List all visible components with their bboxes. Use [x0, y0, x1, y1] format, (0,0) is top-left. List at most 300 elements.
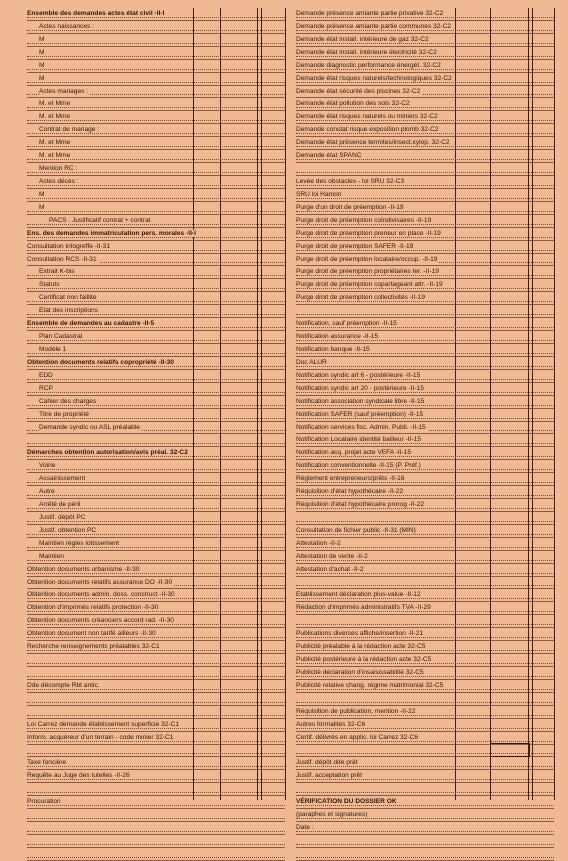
dotted-leader — [296, 508, 554, 509]
left-checklist-row — [27, 331, 285, 344]
row-label: Obtention documents urbanisme -II-30 — [27, 565, 140, 573]
row-label: Modèle 1 — [39, 345, 67, 353]
dotted-leader — [296, 107, 554, 108]
right-checklist-row — [296, 189, 554, 202]
row-label: Obtention documents admin. doss. construct -II-30 — [27, 591, 175, 599]
row-label: M — [39, 190, 45, 198]
dotted-leader — [296, 521, 554, 522]
left-checklist-row — [27, 447, 285, 460]
row-label — [296, 307, 298, 314]
row-label: M — [39, 48, 45, 56]
row-label: Demande état pollution des sols 32-C2 — [296, 100, 410, 108]
left-checklist-row — [27, 512, 285, 525]
row-label: Arrêté de péril — [39, 501, 81, 509]
row-label — [27, 747, 29, 754]
left-checklist-row — [27, 848, 285, 861]
left-checklist-row — [27, 370, 285, 383]
dotted-leader — [27, 766, 285, 767]
row-label: PACS : Justificatif contrat + contrat — [49, 216, 151, 224]
right-checklist-row — [296, 706, 554, 719]
dotted-leader — [296, 146, 554, 147]
left-column — [27, 8, 285, 806]
dotted-leader — [27, 456, 285, 457]
right-checklist-row — [296, 525, 554, 538]
dotted-leader — [27, 159, 285, 160]
row-label: Attestation d'achat -II-2 — [296, 565, 364, 573]
right-checklist-row — [296, 266, 554, 279]
row-label: Demande état sécurité des piscines 32-C2 — [296, 87, 421, 95]
row-label: Etat des inscriptions — [39, 307, 99, 315]
dotted-leader — [27, 17, 285, 18]
right-checklist-row — [296, 447, 554, 460]
right-checklist-row — [296, 383, 554, 396]
left-column-divider-5 — [285, 8, 286, 800]
dotted-leader — [296, 598, 554, 599]
right-checklist-row — [296, 344, 554, 357]
row-label: Notification, sauf préemption -II-15 — [296, 320, 397, 328]
dotted-leader — [27, 288, 285, 289]
row-label — [27, 785, 29, 792]
left-checklist-row — [27, 719, 285, 732]
row-label: Actes mariages : — [39, 87, 89, 95]
right-checklist-row — [296, 47, 554, 60]
dotted-leader — [296, 844, 554, 845]
dotted-leader — [296, 301, 554, 302]
row-label — [296, 850, 298, 857]
right-checklist-row — [296, 577, 554, 590]
dotted-leader — [296, 857, 554, 858]
left-checklist-row — [27, 409, 285, 422]
left-checklist-row — [27, 473, 285, 486]
dotted-leader — [296, 495, 554, 496]
row-label: Purge droit de préemption collectivités -II-19 — [296, 294, 426, 302]
dotted-leader — [296, 172, 554, 173]
left-checklist-row — [27, 809, 285, 822]
row-label: M — [39, 35, 45, 43]
row-label: (paraphes et signatures) — [296, 811, 368, 819]
dotted-leader — [27, 198, 285, 199]
left-checklist-row — [27, 783, 285, 796]
left-checklist-row — [27, 383, 285, 396]
left-checklist-row — [27, 693, 285, 706]
dotted-leader — [296, 17, 554, 18]
right-checklist-row — [296, 60, 554, 73]
dotted-leader — [27, 715, 285, 716]
row-label: Demande état install. intérieure électricité 32-C2 — [296, 48, 437, 56]
right-checklist-row — [296, 292, 554, 305]
right-checklist-row — [296, 809, 554, 822]
row-label: M — [39, 74, 45, 82]
left-checklist-row — [27, 706, 285, 719]
row-label: Dde décompte Rbt antic. — [27, 681, 100, 689]
left-checklist — [27, 8, 285, 861]
row-label: SRU loi Hamon — [296, 190, 342, 198]
dotted-leader — [27, 508, 285, 509]
left-checklist-row — [27, 396, 285, 409]
row-label: Etablissement déclaration plus-value -II-12 — [296, 591, 421, 599]
row-label: Attestation de vente -II-2 — [296, 552, 368, 560]
right-checklist-row — [296, 499, 554, 512]
right-checklist-row — [296, 848, 554, 861]
left-checklist-row — [27, 538, 285, 551]
right-checklist-row — [296, 564, 554, 577]
right-checklist-row — [296, 202, 554, 215]
dotted-leader — [296, 340, 554, 341]
row-label: Purge droit de préemption locataire/occup. -II-19 — [296, 255, 438, 263]
dotted-leader — [296, 753, 554, 754]
left-checklist-row — [27, 189, 285, 202]
dotted-leader — [27, 340, 285, 341]
right-checklist-row — [296, 73, 554, 86]
row-label — [296, 165, 298, 172]
dotted-leader — [296, 663, 554, 664]
dotted-leader — [296, 779, 554, 780]
row-label: Demande diagnostic performance énergét. 32-C2 — [296, 61, 441, 69]
dotted-leader — [296, 353, 554, 354]
row-label: Plan Cadastral — [39, 333, 83, 341]
right-checklist-row — [296, 357, 554, 370]
dotted-leader — [27, 56, 285, 57]
row-label — [27, 837, 29, 844]
row-label: Demande présence amiante partie privative 32-C2 — [296, 10, 444, 17]
right-checklist-row — [296, 98, 554, 111]
left-checklist-row — [27, 60, 285, 73]
dotted-leader — [296, 818, 554, 819]
left-checklist-row — [27, 615, 285, 628]
row-label: Contrat de mariage : — [39, 126, 100, 134]
right-checklist-row — [296, 228, 554, 241]
left-checklist-row — [27, 98, 285, 111]
row-label: M. et Mme — [39, 139, 71, 147]
left-checklist-row — [27, 460, 285, 473]
row-label: Purge droit de préemption coïndivisaires -II-19 — [296, 216, 432, 224]
row-label: Demande constat risque exposition plomb 32-C2 — [296, 126, 439, 134]
row-label: Notification services fisc. Admin. Publi. -II-15 — [296, 423, 426, 431]
left-checklist-row — [27, 551, 285, 564]
row-label: Requête au Juge des tutelles -II-26 — [27, 772, 130, 780]
row-label: Certificat non faillite — [39, 294, 97, 302]
row-label: Réquisition d'état hypothécaire -II-22 — [296, 488, 404, 496]
right-checklist-row — [296, 628, 554, 641]
dotted-leader — [27, 379, 285, 380]
row-label: Démarches obtention autorisation/avis préal. 32-C2 — [27, 449, 188, 457]
dotted-leader — [27, 133, 285, 134]
left-checklist-row — [27, 732, 285, 745]
left-checklist-row — [27, 73, 285, 86]
right-checklist-row — [296, 34, 554, 47]
row-label: M. et Mme — [39, 100, 71, 108]
right-checklist-row — [296, 86, 554, 99]
left-checklist-row — [27, 667, 285, 680]
left-checklist-row — [27, 254, 285, 267]
right-checklist-row — [296, 370, 554, 383]
row-label: Actes naissances : — [39, 22, 94, 30]
dotted-leader — [296, 120, 554, 121]
row-label: Assainissement — [39, 475, 86, 483]
right-checklist-row — [296, 318, 554, 331]
row-label: Statuts — [39, 281, 60, 289]
dotted-leader — [296, 288, 554, 289]
dotted-leader — [296, 585, 554, 586]
right-checklist-row — [296, 589, 554, 602]
row-label — [296, 837, 298, 844]
left-checklist-row — [27, 602, 285, 615]
row-label: Purge droit de préemption propriétaires ter. -II-19 — [296, 268, 439, 276]
dotted-leader — [27, 82, 285, 83]
row-label: Maintien — [39, 552, 64, 560]
dotted-leader — [296, 637, 554, 638]
right-checklist-row — [296, 835, 554, 848]
right-checklist-row — [296, 551, 554, 564]
row-label: Obtention documents créanciers accord rad. -II-30 — [27, 617, 174, 625]
right-checklist-row — [296, 680, 554, 693]
right-checklist-row — [296, 693, 554, 706]
dotted-leader — [27, 392, 285, 393]
row-label: M — [39, 61, 45, 69]
right-checklist-row — [296, 473, 554, 486]
row-label: Rédaction d'imprimés administratifs TVA -II-29 — [296, 604, 431, 612]
row-label: Demande présence amiante partie communes 32-C2 — [296, 22, 452, 30]
right-checklist-row — [296, 305, 554, 318]
dotted-leader — [27, 637, 285, 638]
right-checklist-row — [296, 111, 554, 124]
row-label — [296, 747, 298, 754]
row-label: Consultation de fichier public -II-31 (MIN) — [296, 526, 416, 534]
row-label: Règlement entrepreneurs/prêts -II-16 — [296, 475, 405, 483]
dotted-leader — [296, 443, 554, 444]
row-label: Recherche renseignements préalables 32-C1 — [27, 643, 160, 651]
dotted-leader — [27, 818, 285, 819]
right-checklist-row — [296, 486, 554, 499]
row-label: Réquisition de publication, mention -II-22 — [296, 707, 416, 715]
left-checklist-row — [27, 486, 285, 499]
dotted-leader — [27, 844, 285, 845]
row-label: VÉRIFICATION DU DOSSIER OK — [296, 798, 397, 806]
dotted-leader — [296, 689, 554, 690]
row-label: M — [39, 203, 45, 211]
row-label — [27, 436, 29, 443]
row-label: Demande syndic ou ASL préalable — [39, 423, 140, 431]
dotted-leader — [296, 676, 554, 677]
dotted-leader — [27, 805, 285, 806]
row-label: Certif. délivrés en applic. loi Carrez 32-C6 — [296, 733, 419, 741]
row-label: Date : — [296, 824, 314, 832]
dotted-leader — [296, 275, 554, 276]
dotted-leader — [296, 831, 554, 832]
dotted-leader — [296, 185, 554, 186]
row-label — [27, 824, 29, 831]
dotted-leader — [27, 598, 285, 599]
dotted-leader — [27, 663, 285, 664]
right-checklist-row — [296, 422, 554, 435]
left-checklist-row — [27, 641, 285, 654]
right-checklist-row — [296, 409, 554, 422]
row-label: Notification acq. projet acte VEFA -II-15 — [296, 449, 412, 457]
row-label — [27, 669, 29, 676]
row-label: Voirie — [39, 462, 56, 470]
dotted-leader — [27, 482, 285, 483]
left-checklist-row — [27, 835, 285, 848]
dotted-leader — [296, 482, 554, 483]
verification-box[interactable] — [490, 743, 530, 757]
dotted-leader — [27, 676, 285, 677]
left-checklist-row — [27, 499, 285, 512]
dotted-leader — [296, 366, 554, 367]
dotted-leader — [296, 766, 554, 767]
dotted-leader — [27, 857, 285, 858]
row-label: Purge droit de préemption copartageant attr. -II-19 — [296, 281, 443, 289]
row-label: Notification banque -II-15 — [296, 345, 370, 353]
right-checklist-row — [296, 8, 554, 21]
right-checklist-row — [296, 654, 554, 667]
row-label — [296, 617, 298, 624]
row-label: Publicité préalable à la rédaction acte 32-C5 — [296, 643, 426, 651]
left-checklist-row — [27, 357, 285, 370]
left-checklist-row — [27, 150, 285, 163]
row-label — [27, 656, 29, 663]
right-checklist-row — [296, 254, 554, 267]
right-checklist-row — [296, 163, 554, 176]
row-label: Purge droit de préemption SAFER -II-19 — [296, 242, 414, 250]
dotted-leader — [296, 702, 554, 703]
left-checklist-row — [27, 47, 285, 60]
left-checklist-row — [27, 202, 285, 215]
right-checklist-row — [296, 783, 554, 796]
right-checklist-row — [296, 538, 554, 551]
dotted-leader — [27, 650, 285, 651]
dotted-leader — [27, 301, 285, 302]
row-label: Demande état risques naturels/technologiques 32-C2 — [296, 74, 452, 82]
row-label — [27, 708, 29, 715]
right-checklist-row — [296, 241, 554, 254]
row-label: Consultation RCS -II-31 — [27, 255, 97, 263]
right-checklist-row — [296, 757, 554, 770]
right-checklist-row — [296, 331, 554, 344]
left-checklist-row — [27, 279, 285, 292]
left-checklist-row — [27, 564, 285, 577]
row-label: Maintien règles lotissement — [39, 539, 119, 547]
right-column-divider-5 — [554, 8, 555, 800]
row-label — [27, 695, 29, 702]
left-checklist-row — [27, 176, 285, 189]
dotted-leader — [27, 43, 285, 44]
right-checklist-row — [296, 460, 554, 473]
row-label: Notification syndic art 6 - postérieure -II-15 — [296, 371, 421, 379]
row-label: Ens. des demandes immatriculation pers. morales -II-I — [27, 229, 196, 237]
right-checklist-row — [296, 796, 554, 809]
left-checklist-row — [27, 305, 285, 318]
dotted-leader — [27, 69, 285, 70]
dotted-leader — [27, 611, 285, 612]
right-checklist-row — [296, 396, 554, 409]
left-checklist-row — [27, 8, 285, 21]
left-checklist-row — [27, 21, 285, 34]
row-label — [296, 579, 298, 586]
row-label: M. et Mme — [39, 113, 71, 121]
row-label — [296, 695, 298, 702]
dotted-leader — [27, 689, 285, 690]
left-checklist-row — [27, 577, 285, 590]
row-label: Notification association syndicale libre -II-15 — [296, 397, 425, 405]
left-checklist-row — [27, 215, 285, 228]
row-label: Purge d'un droit de préemption -II-19 — [296, 203, 404, 211]
row-label: Demande état SPANC — [296, 152, 362, 160]
dotted-leader — [27, 753, 285, 754]
right-checklist-row — [296, 21, 554, 34]
left-checklist-row — [27, 344, 285, 357]
row-label: RCP — [39, 384, 53, 392]
dotted-leader — [296, 792, 554, 793]
left-checklist-row — [27, 228, 285, 241]
right-checklist-row — [296, 641, 554, 654]
row-label: Demande état install. intérieure de gaz 32-C2 — [296, 35, 429, 43]
row-label: Purge droit de préemption preneur en place -II-19 — [296, 229, 441, 237]
right-checklist-row — [296, 822, 554, 835]
left-checklist-row — [27, 745, 285, 758]
left-checklist-row — [27, 163, 285, 176]
dotted-leader — [27, 211, 285, 212]
row-label: Ensemble de demandes au cadastre -II-5 — [27, 320, 155, 328]
row-label — [27, 811, 29, 818]
dotted-leader — [296, 624, 554, 625]
left-checklist-row — [27, 86, 285, 99]
row-label — [296, 514, 298, 521]
dotted-leader — [296, 133, 554, 134]
row-label: Doc ALUR — [296, 358, 327, 366]
row-label: Inform. acquéreur d'un terrain - code minier 32-C1 — [27, 733, 174, 741]
right-checklist-row — [296, 124, 554, 137]
left-checklist-row — [27, 589, 285, 602]
dotted-leader — [27, 831, 285, 832]
left-checklist-row — [27, 124, 285, 137]
row-label: Attestation -II-2 — [296, 539, 341, 547]
dotted-leader — [27, 120, 285, 121]
right-checklist-row — [296, 770, 554, 783]
row-label: Justif. acceptation prêt — [296, 772, 362, 780]
row-label: Mention RC : — [39, 165, 78, 173]
dotted-leader — [296, 159, 554, 160]
right-checklist-row — [296, 137, 554, 150]
dotted-leader — [27, 702, 285, 703]
right-checklist-row — [296, 615, 554, 628]
row-label: Publicité déclaration d'insaisissabilité 32-C5 — [296, 669, 424, 677]
left-checklist-row — [27, 266, 285, 279]
dotted-leader — [296, 469, 554, 470]
dotted-leader — [27, 495, 285, 496]
dotted-leader — [27, 779, 285, 780]
row-label: Publicité relative chang. régime matrimonial 32-C5 — [296, 681, 444, 689]
row-label: Justif. dépôt dde prêt — [296, 759, 358, 767]
row-label: Publicité postérieure à la rédaction acte 32-C5 — [296, 656, 432, 664]
dotted-leader — [27, 314, 285, 315]
dotted-leader — [296, 611, 554, 612]
dotted-leader — [296, 650, 554, 651]
right-checklist-row — [296, 176, 554, 189]
row-label: Actes décès : — [39, 177, 79, 185]
right-checklist-row — [296, 667, 554, 680]
row-label: Justif. obtention PC — [39, 526, 97, 534]
left-checklist-row — [27, 654, 285, 667]
row-label: Réquisition d'état hypothécaire prorog -II-22 — [296, 501, 425, 509]
dotted-leader — [27, 327, 285, 328]
row-label: Titre de propriété — [39, 410, 89, 418]
right-column — [296, 8, 554, 832]
dotted-leader — [27, 469, 285, 470]
left-checklist-row — [27, 628, 285, 641]
left-checklist-row — [27, 422, 285, 435]
row-label: Demande état risques naturels ou miniers 32-C2 — [296, 113, 438, 121]
row-label: Cahier des charges — [39, 397, 97, 405]
